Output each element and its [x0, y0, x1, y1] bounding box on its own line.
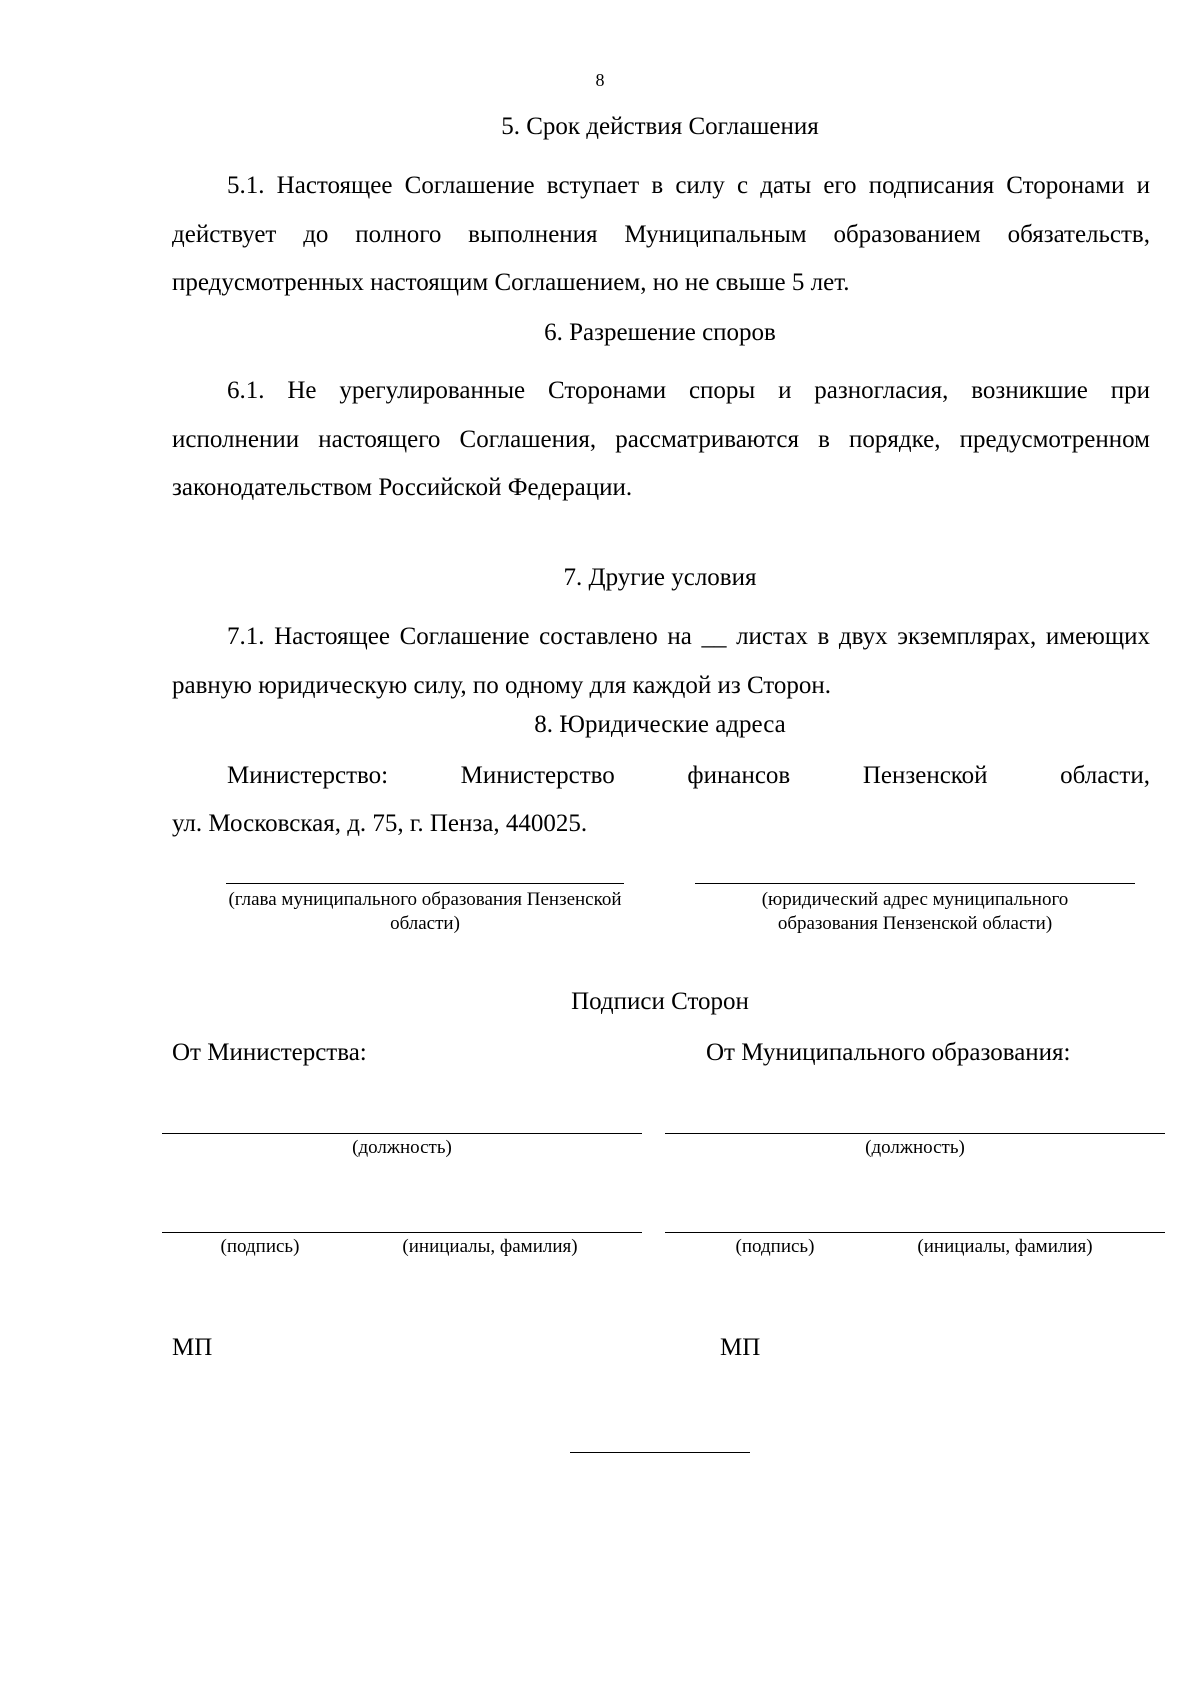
- ministry-word: Министерство:: [227, 762, 389, 789]
- ministry-address-line: [227, 752, 1150, 801]
- ministry-position-caption: (должность): [352, 1137, 452, 1158]
- section-6-heading: 6. Разрешение споров: [544, 319, 776, 346]
- ministry-stamp-label: МП: [172, 1334, 213, 1361]
- section-7-paragraph: [172, 613, 1150, 710]
- section-5-paragraph: [172, 162, 1150, 308]
- ministry-name-caption: (инициалы, фамилия): [402, 1236, 578, 1257]
- section-8-heading: 8. Юридические адреса: [534, 711, 786, 738]
- section-5-paragraph-text: 5.1. Настоящее Соглашение вступает в силу с даты его подписания Сторонами и действует до полного выполнения Муниципальным образованием обязательств, предусмотренных настоящим Соглашением, но не свыше 5 лет.: [172, 172, 1150, 296]
- municipality-position-caption: (должность): [865, 1137, 965, 1158]
- signatures-heading: Подписи Сторон: [571, 988, 749, 1015]
- section-6-paragraph-text: 6.1. Не урегулированные Сторонами споры и разногласия, возникшие при исполнении настоящего Соглашения, рассматриваются в порядке, предусмотренном законодательством Российской Федерации.: [172, 377, 1150, 501]
- caption-head-of-municipality: (глава муниципального образования Пензенской области): [228, 889, 622, 934]
- end-of-document-line: [570, 1452, 750, 1453]
- municipality-signature-caption: (подпись): [735, 1236, 815, 1257]
- municipality-signature-line: [665, 1232, 1165, 1233]
- municipality-stamp-label: МП: [720, 1334, 761, 1361]
- section-6-paragraph: [172, 367, 1150, 513]
- section-5-heading: 5. Срок действия Соглашения: [501, 113, 819, 140]
- head-of-municipality-line: [226, 883, 624, 884]
- section-7-heading: 7. Другие условия: [563, 564, 757, 591]
- ministry-word: области,: [1060, 762, 1150, 789]
- municipality-position-line: [665, 1133, 1165, 1134]
- section-7-paragraph-text: 7.1. Настоящее Соглашение составлено на __ листах в двух экземплярах, имеющих равную юридическую силу, по одному для каждой из Сторон.: [172, 623, 1150, 699]
- municipality-name-caption: (инициалы, фамилия): [917, 1236, 1093, 1257]
- caption-municipality-address: (юридический адрес муниципального образования Пензенской области): [761, 889, 1069, 934]
- ministry-signature-caption: (подпись): [220, 1236, 300, 1257]
- ministry-position-line: [162, 1133, 642, 1134]
- page-number: 8: [595, 70, 605, 90]
- ministry-party-label: От Министерства:: [172, 1039, 367, 1066]
- municipality-party-label: От Муниципального образования:: [706, 1039, 1071, 1066]
- ministry-signature-line: [162, 1232, 642, 1233]
- ministry-word: финансов: [687, 762, 791, 789]
- ministry-word: Пензенской: [862, 762, 988, 789]
- ministry-word: Министерство: [460, 762, 615, 789]
- municipality-address-line: [695, 883, 1135, 884]
- ministry-address: ул. Московская, д. 75, г. Пенза, 440025.: [172, 810, 588, 837]
